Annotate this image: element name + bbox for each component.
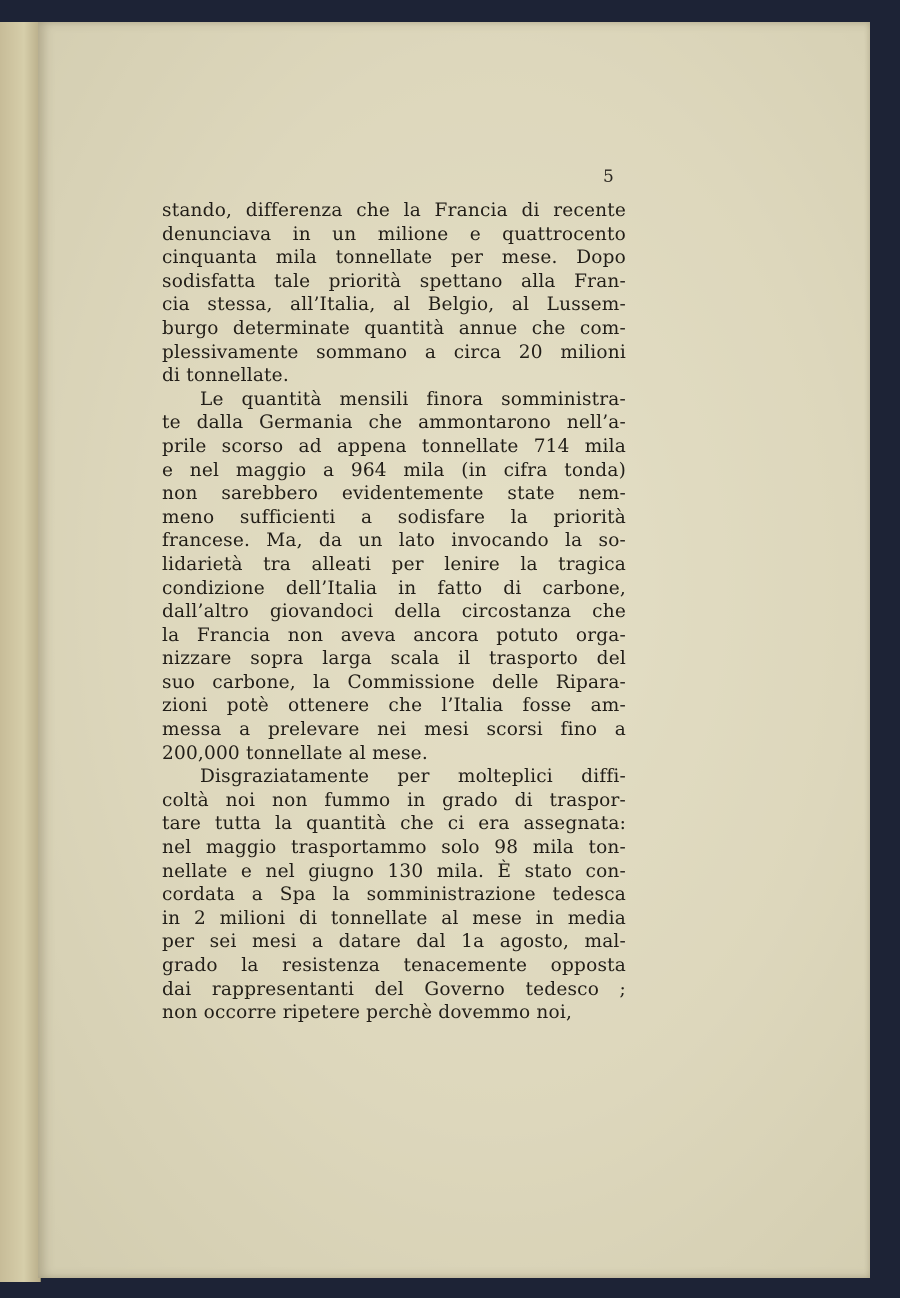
text-line: plessivamente sommano a circa 20 milioni xyxy=(162,341,626,363)
text-line: suo carbone, la Commissione delle Ripara- xyxy=(162,671,626,693)
body-text xyxy=(162,199,626,1025)
text-line: dai rappresentanti del Governo tedesco ; xyxy=(162,978,626,1000)
text-line: prile scorso ad appena tonnellate 714 mila xyxy=(162,435,626,457)
paragraph xyxy=(162,199,626,388)
text-line: zioni potè ottenere che l’Italia fosse am- xyxy=(162,695,626,717)
text-line: francese. Ma, da un lato invocando la so- xyxy=(162,530,626,552)
text-line: di tonnellate. xyxy=(162,365,289,387)
text-line: non occorre ripetere perchè dovemmo noi, xyxy=(162,1002,573,1024)
paragraph xyxy=(162,765,626,1025)
text-line: cordata a Spa la somministrazione tedesca xyxy=(162,884,626,906)
text-line: dall’altro giovandoci della circostanza che xyxy=(162,601,626,623)
text-line: Le quantità mensili finora somministra- xyxy=(200,388,626,410)
text-line: burgo determinate quantità annue che com- xyxy=(162,317,626,339)
text-line: te dalla Germania che ammontarono nell’a- xyxy=(162,412,626,434)
text-line: denunciava in un milione e quattrocento xyxy=(162,223,626,245)
paragraph xyxy=(162,388,626,766)
text-line: nellate e nel giugno 130 mila. È stato con- xyxy=(162,860,626,882)
text-line: coltà noi non fummo in grado di traspor- xyxy=(162,789,626,811)
text-line: per sei mesi a datare dal 1a agosto, mal- xyxy=(162,931,626,953)
text-line: stando, differenza che la Francia di recente xyxy=(162,200,626,221)
left-page-edge xyxy=(0,22,41,1282)
text-line: nel maggio trasportammo solo 98 mila ton- xyxy=(162,837,626,859)
text-line: grado la resistenza tenacemente opposta xyxy=(162,955,626,976)
text-line: meno sufficienti a sodisfare la priorità xyxy=(162,506,626,528)
text-line: 200,000 tonnellate al mese. xyxy=(162,742,428,764)
text-line: tare tutta la quantità che ci era assegnata: xyxy=(162,813,626,835)
text-line: messa a prelevare nei mesi scorsi fino a xyxy=(162,719,626,741)
text-line: nizzare sopra larga scala il trasporto del xyxy=(162,648,626,670)
text-line: in 2 milioni di tonnellate al mese in media xyxy=(162,907,626,929)
text-line: lidarietà tra alleati per lenire la tragica xyxy=(162,553,626,575)
text-line: Disgraziatamente per molteplici diffi- xyxy=(200,766,626,788)
text-line: sodisfatta tale priorità spettano alla Fran- xyxy=(162,270,626,292)
text-line: e nel maggio a 964 mila (in cifra tonda) xyxy=(162,459,626,481)
text-line: la Francia non aveva ancora potuto orga- xyxy=(162,624,626,646)
text-line: cia stessa, all’Italia, al Belgio, al Lussem- xyxy=(162,294,626,316)
text-line: non sarebbero evidentemente state nem- xyxy=(162,483,626,505)
text-line: cinquanta mila tonnellate per mese. Dopo xyxy=(162,247,626,269)
text-line: condizione dell’Italia in fatto di carbone, xyxy=(162,577,626,599)
page-number: 5 xyxy=(603,167,614,187)
